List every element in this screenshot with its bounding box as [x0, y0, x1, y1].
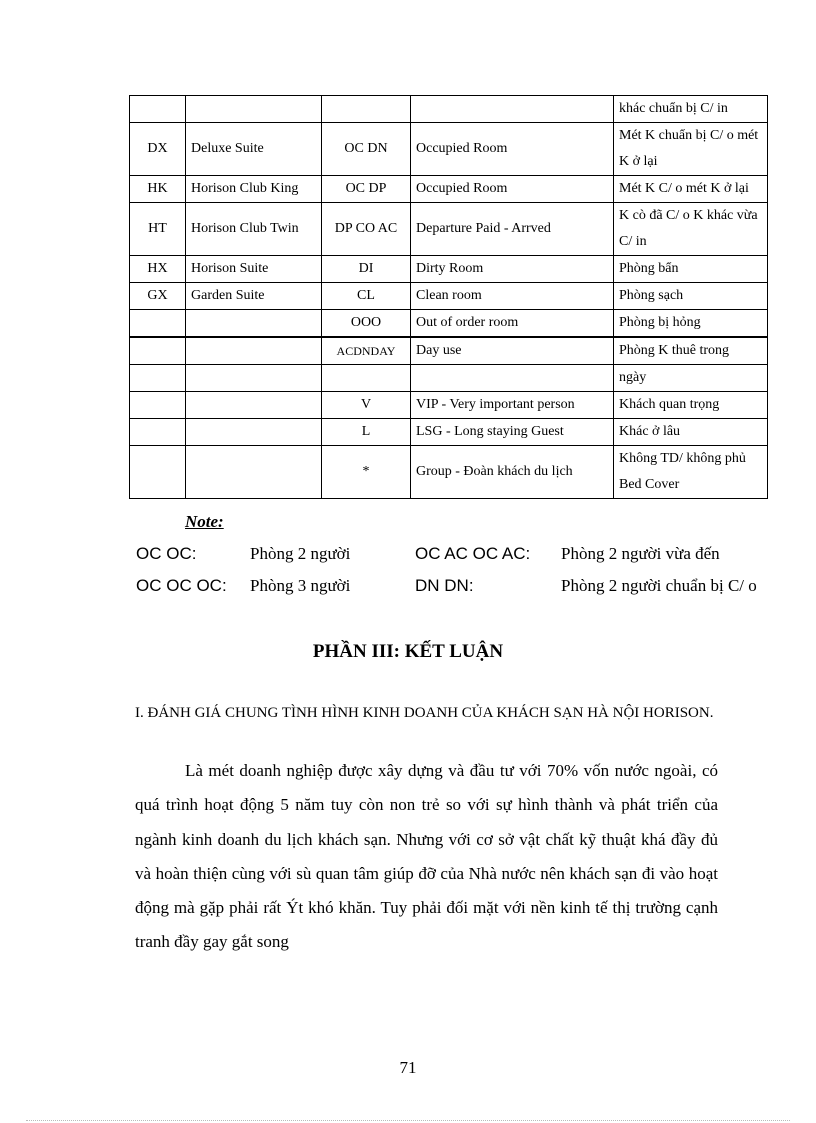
table-cell: [130, 446, 186, 499]
table-cell: [322, 365, 411, 392]
table-cell: Phòng K thuê trong: [614, 337, 768, 365]
table-cell: Horison Club Twin: [186, 203, 322, 256]
table-cell: Phòng bị hỏng: [614, 310, 768, 338]
table-row: [130, 256, 768, 283]
table-cell: Day use: [411, 337, 614, 365]
table-cell: [130, 419, 186, 446]
table-cell: Clean room: [411, 283, 614, 310]
table-cell: V: [322, 392, 411, 419]
table-cell: [130, 365, 186, 392]
table-cell: *: [322, 446, 411, 499]
table-cell: CL: [322, 283, 411, 310]
table-cell: Deluxe Suite: [186, 123, 322, 176]
table-cell: [130, 337, 186, 365]
note-title: Note:: [185, 512, 224, 531]
table-row: [130, 283, 768, 310]
page-number: 71: [399, 1058, 417, 1077]
table-row: [130, 419, 768, 446]
table-cell: [186, 446, 322, 499]
table-cell: ngày: [614, 365, 768, 392]
note-value: Phòng 2 người vừa đến: [561, 544, 720, 563]
note-value: Phòng 3 người: [250, 576, 351, 595]
table-cell: DP CO AC: [322, 203, 411, 256]
table-cell: Mét K chuẩn bị C/ o mét K ở lại: [614, 123, 768, 176]
table-cell: L: [322, 419, 411, 446]
page-bottom-divider: [26, 1120, 790, 1121]
table-cell: [186, 337, 322, 365]
table-row: [130, 446, 768, 499]
table-cell: Dirty Room: [411, 256, 614, 283]
table-cell: DX: [130, 123, 186, 176]
table-row: [130, 365, 768, 392]
table-row: [130, 203, 768, 256]
table-row: [130, 392, 768, 419]
table-cell: GX: [130, 283, 186, 310]
table-cell: Phòng sạch: [614, 283, 768, 310]
note-key: OC OC OC:: [136, 576, 227, 595]
table-cell: [322, 96, 411, 123]
table-cell: [411, 365, 614, 392]
table-cell: ACDNDAY: [322, 337, 411, 365]
table-cell: HX: [130, 256, 186, 283]
table-cell: Occupied Room: [411, 176, 614, 203]
table-row: [130, 96, 768, 123]
table-cell: Group - Đoàn khách du lịch: [411, 446, 614, 499]
note-value: Phòng 2 người chuẩn bị C/ o: [561, 576, 757, 595]
note-key: OC OC:: [136, 544, 197, 563]
table-cell: LSG - Long staying Guest: [411, 419, 614, 446]
table-cell: [130, 310, 186, 338]
table-cell: Mét K C/ o mét K ở lại: [614, 176, 768, 203]
note-value: Phòng 2 người: [250, 544, 351, 563]
table-cell: HT: [130, 203, 186, 256]
table-cell: [186, 392, 322, 419]
table-cell: OC DP: [322, 176, 411, 203]
table-cell: Garden Suite: [186, 283, 322, 310]
table-cell: DI: [322, 256, 411, 283]
sub-heading: I. ĐÁNH GIÁ CHUNG TÌNH HÌNH KINH DOANH CỦA KHÁCH SẠN HÀ NỘI HORISON.: [135, 705, 714, 721]
table-cell: [130, 392, 186, 419]
room-code-table: [129, 95, 768, 499]
table-cell: Horison Suite: [186, 256, 322, 283]
table-cell: [411, 96, 614, 123]
table-cell: Khách quan trọng: [614, 392, 768, 419]
table-row: [130, 176, 768, 203]
table-cell: [186, 365, 322, 392]
table-cell: OC DN: [322, 123, 411, 176]
table-cell: Out of order room: [411, 310, 614, 338]
table-cell: Không TD/ không phủ Bed Cover: [614, 446, 768, 499]
table-cell: Khác ở lâu: [614, 419, 768, 446]
table-cell: HK: [130, 176, 186, 203]
table-cell: [130, 96, 186, 123]
table-cell: Horison Club King: [186, 176, 322, 203]
section-title: PHẦN III: KẾT LUẬN: [312, 641, 504, 662]
note-key: DN DN:: [415, 576, 474, 595]
table-cell: VIP - Very important person: [411, 392, 614, 419]
table-cell: khác chuẩn bị C/ in: [614, 96, 768, 123]
table-cell: Departure Paid - Arrved: [411, 203, 614, 256]
table-row: [130, 310, 768, 338]
table-row: [130, 337, 768, 365]
table-cell: Occupied Room: [411, 123, 614, 176]
table-row: [130, 123, 768, 176]
table-cell: Phòng bẩn: [614, 256, 768, 283]
table-cell: K cò đã C/ o K khác vừa C/ in: [614, 203, 768, 256]
table-cell: OOO: [322, 310, 411, 338]
table-cell: [186, 419, 322, 446]
table-cell: [186, 310, 322, 338]
note-key: OC AC OC AC:: [415, 544, 531, 563]
body-paragraph: Là mét doanh nghiệp được xây dựng và đầu tư với 70% vốn nước ngoài, có quá trình hoạt động 5 năm tuy còn non trẻ so với sự hình thành và phát triển của ngành kinh doanh du lịch khách sạn. Nhưng với cơ sở vật chất kỹ thuật khá đầy đủ và hoàn thiện cùng với sù quan tâm giúp đỡ của Nhà nước nên khách sạn đi vào hoạt động mà gặp phải rất Ýt khó khăn. Tuy phải đối mặt với nền kinh tế thị trường cạnh tranh đầy gay gắt song: [135, 761, 718, 952]
table-cell: [186, 96, 322, 123]
